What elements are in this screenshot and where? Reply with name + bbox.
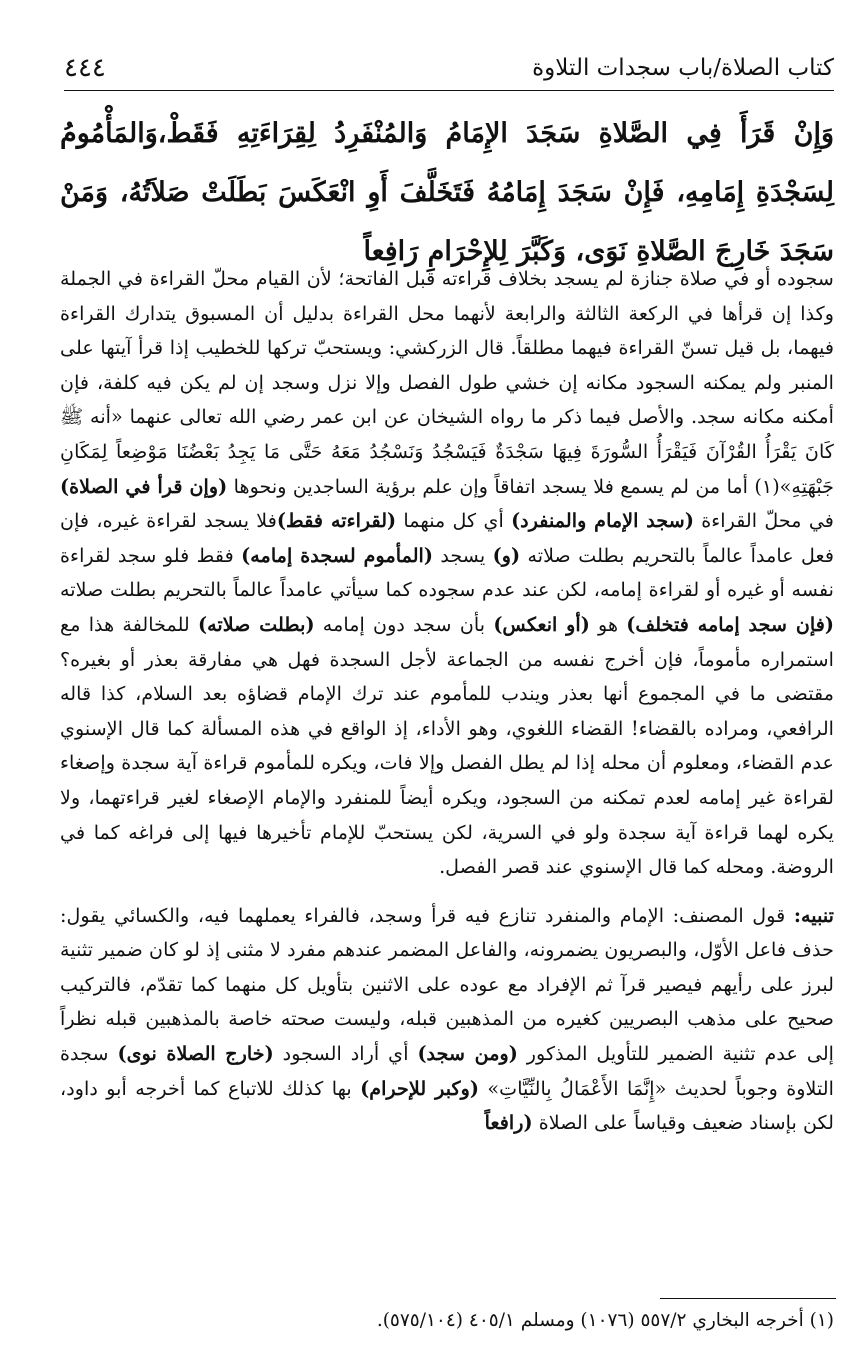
main-text-block xyxy=(60,104,834,281)
bold-term: (وكبر للإحرام) xyxy=(360,1076,479,1100)
bold-term: تنبيه: xyxy=(793,903,834,927)
bold-term: (و) xyxy=(492,543,521,567)
bold-term: (ومن سجد) xyxy=(417,1042,518,1066)
text-segment: قول المصنف: الإمام والمنفرد تنازع فيه قرأ وسجد، فالفراء يعملهما فيه، والكسائي يقول: حذف فاعل الأوّل، والبصريون يضمرونه، والفاعل المضمر عندهم مفرد لا مثنى إذ لو كان ضمير تثنية لبرز على رأيهم فيصير قرآ ثم الإفراد مع عوده على الاثنين بتأويل كل منهما كما تقدّم، فالتركيب صحيح على مذهب البصريين كغيره من المذهبين قبله، وليست صحته خاصة بالمذهبين قبله نظراً إلى عدم تثنية الضمير للتأويل المذكور xyxy=(60,903,835,1066)
bold-term: (خارج الصلاة نوى) xyxy=(117,1042,274,1066)
bold-term: (أو انعكس) xyxy=(493,612,590,636)
footnote-rule xyxy=(660,1298,836,1299)
text-segment: بأن سجد دون إمامه xyxy=(314,612,494,636)
bold-term: (رافعاً xyxy=(484,1111,533,1135)
bold-term: (سجد الإمام والمنفرد) xyxy=(511,509,694,533)
text-segment: فقط فلو سجد لقراءة نفسه أو غيره أو لقراءة إمامه، لكن عند عدم سجوده كما سيأتي عامداً عالماً بالتحريم بطلت صلاته xyxy=(60,543,834,602)
text-segment: أي كل منهما xyxy=(396,509,512,533)
commentary-paragraph-2 xyxy=(60,899,834,1141)
text-segment: سجدة التلاوة وجوباً لحديث «إِنَّمَا الأَعْمَالُ بِالنِّيَّاتِ» xyxy=(60,1042,834,1100)
text-segment: أي أراد السجود xyxy=(273,1042,418,1066)
text-segment: يسجد xyxy=(432,543,493,567)
bold-term: (لقراءته فقط) xyxy=(276,509,397,533)
text-segment: فلا يسجد لقراءة غيره، فإن فعل عامداً عالماً بالتحريم بطلت صلاته xyxy=(60,509,834,567)
text-segment: بها كذلك للاتباع كما أخرجه أبو داود، لكن بإسناد ضعيف وقياساً على الصلاة xyxy=(60,1076,834,1135)
bold-term: (بطلت صلاته) xyxy=(197,612,315,636)
main-text: وَإِنْ قَرَأَ فِي الصَّلاةِ سَجَدَ الإِمَامُ وَالمُنْفَرِدُ لِقِرَاءَتِهِ فَقَطْ،وَالمَأْمُومُ لِسَجْدَةِ إِمَامِهِ، فَإِنْ سَجَدَ إِمَامُهُ فَتَخَلَّفَ أَوِ انْعَكَسَ بَطَلَتْ صَلاَتُهُ، وَمَنْ سَجَدَ خَارِجَ الصَّلاةِ نَوَى، وَكَبَّرَ لِلإِحْرَامِ رَافِعاً xyxy=(60,118,834,267)
text-segment: للمخالفة هذا مع استمراره مأموماً، فإن أخرج نفسه من الجماعة لأجل السجدة فهل هي مفارقة بعذر أو بغيره؟ مقتضى ما في المجموع أنها بعذر ويندب للمأموم عند ترك الإمام قضاؤه بعد السلام، كذا قاله الرافعي، ومراده بالقضاء! القضاء اللغوي، وهو الأداء، إذ الواقع في هذه المسألة كما قال الإسنوي عدم القضاء، ومعلوم أن محله إذا لم يطل الفصل وإلا فات، ويكره للمأموم قراءة آية سجدة وإصغاء لقراءة غير إمامه لعدم تمكنه من السجود، ويكره أيضاً للمنفرد والإمام الإصغاء لغير قراءتهما، ولا يكره لهما قراءة آية سجدة ولو في السرية، لكن يستحبّ للإمام تأخيرها فيها إلى فراغه كما في الروضة. ومحله كما قال الإسنوي عند قصر الفصل. xyxy=(60,612,834,879)
header-rule xyxy=(64,90,834,91)
text-segment: في محلّ القراءة xyxy=(693,509,834,533)
page-header xyxy=(64,48,834,88)
text-segment: سجوده أو في صلاة جنازة لم يسجد بخلاف قراءته قبل الفاتحة؛ لأن القيام محلّ القراءة في الجملة وكذا إن قرأها في الركعة الثالثة والرابعة لأنهما محل القراءة بدليل أن المسبوق يتدارك القراءة فيهما، بل قيل تسنّ القراءة فيهما مطلقاً. قال الزركشي: ويستحبّ تركها للخطيب إذا قرأ آيتها على المنبر ولم يمكنه السجود مكانه إن خشي طول الفصل وإلا نزل وسجد إن لم يكن فيه كلفة، فإن أمكنه مكانه سجد. والأصل فيما ذكر ما رواه الشيخان عن ابن عمر رضي الله تعالى عنهما «أنه ﷺ كَانَ يَقْرَأُ القُرْآنَ فَيَقْرَأُ السُّورَةَ فِيهَا سَجْدَةٌ فَيَسْجُدُ وَنَسْجُدُ مَعَهُ حَتَّى مَا يَجِدُ بَعْضُنَا مَوْضِعاً لِمَكَانِ جَبْهَتِهِ»(١) أما من لم يسمع فلا يسجد اتفاقاً وإن علم برؤية الساجدين ونحوها xyxy=(60,267,834,498)
bold-term: (وإن قرأ في الصلاة) xyxy=(60,474,228,498)
running-title: كتاب الصلاة/باب سجدات التلاوة xyxy=(532,55,834,81)
bold-term: (فإن سجد إمامه فتخلف) xyxy=(626,612,835,636)
footnote: (١) أخرجه البخاري ٥٥٧/٢ (١٠٧٦) ومسلم ٤٠٥/١ (٥٧٥/١٠٤). xyxy=(376,1310,834,1331)
bold-term: (المأموم لسجدة إمامه) xyxy=(241,543,433,567)
page-number: ٤٤٤ xyxy=(64,53,106,83)
commentary-paragraph-1 xyxy=(60,262,834,885)
commentary-block xyxy=(60,262,834,1141)
text-segment: هو xyxy=(589,612,627,636)
